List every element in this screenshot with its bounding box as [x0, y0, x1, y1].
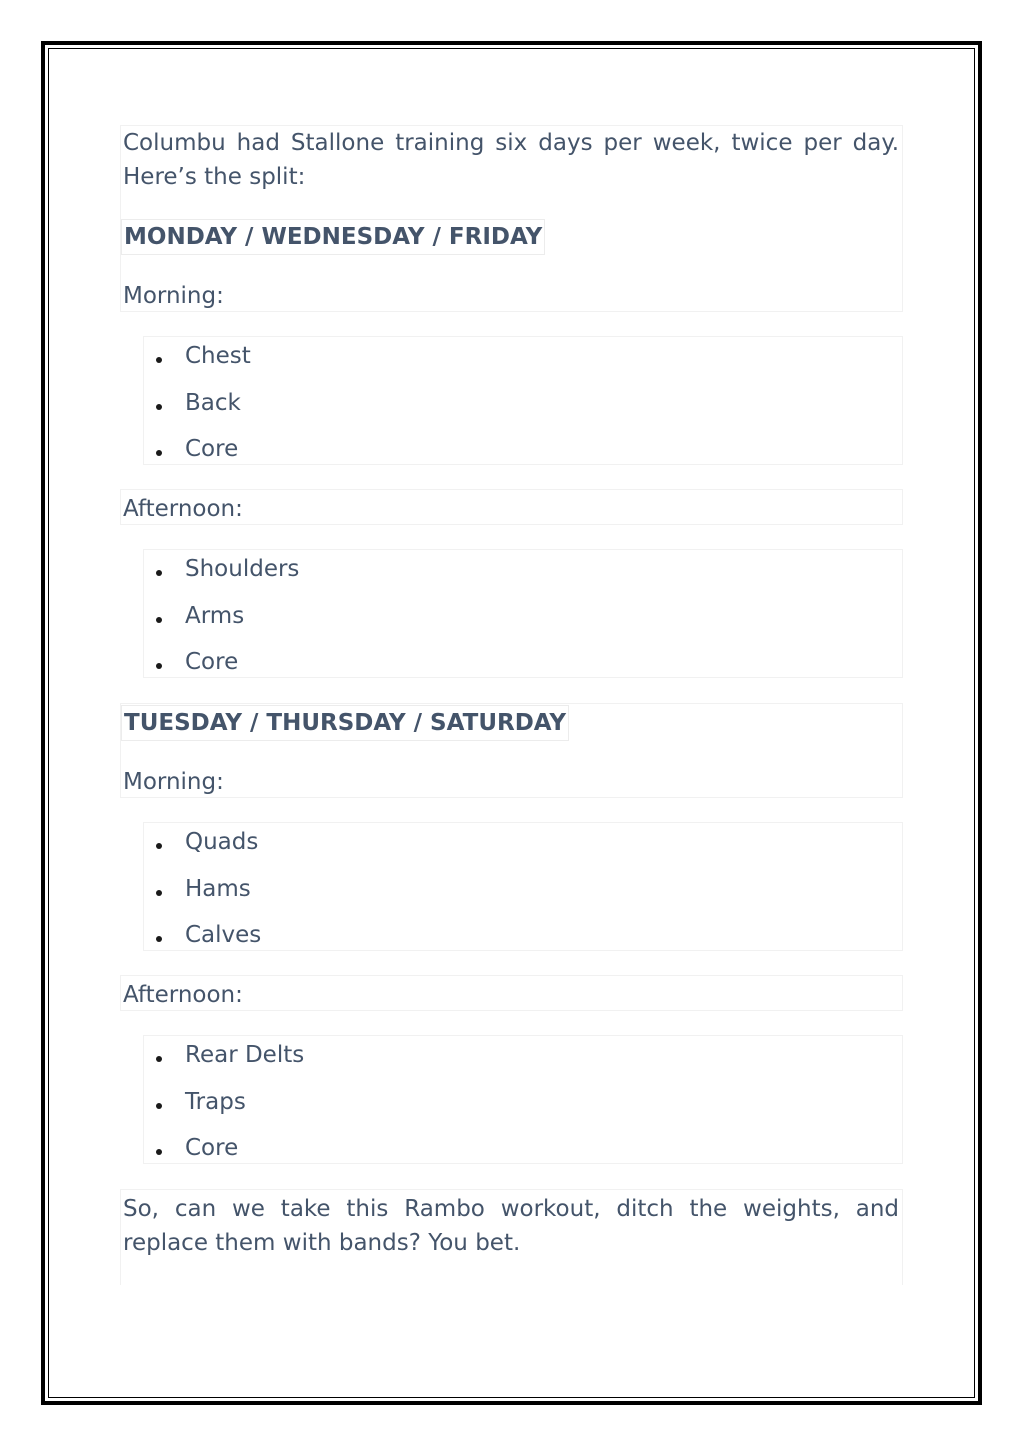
list-item-label: Core — [185, 1135, 239, 1161]
bullet-icon — [156, 404, 162, 410]
bullet-icon — [156, 357, 162, 363]
list-item-label: Hams — [185, 876, 251, 902]
bullet-icon — [156, 617, 162, 623]
bullet-icon — [156, 843, 162, 849]
section-1-heading: MONDAY / WEDNESDAY / FRIDAY — [121, 219, 545, 255]
bullet-icon — [156, 663, 162, 669]
section-1-morning-list — [143, 336, 903, 465]
list-item-label: Shoulders — [185, 556, 300, 582]
list-item-label: Back — [185, 390, 241, 416]
outro-paragraph: So, can we take this Rambo workout, ditch the weights, and replace them with bands? You bet. — [123, 1196, 899, 1256]
section-2-heading: TUESDAY / THURSDAY / SATURDAY — [121, 705, 569, 741]
intro-paragraph: Columbu had Stallone training six days per week, twice per day. Here’s the split: — [123, 130, 899, 190]
bullet-icon — [156, 890, 162, 896]
list-item-label: Core — [185, 649, 239, 675]
list-item-label: Rear Delts — [185, 1042, 305, 1068]
list-item-label: Calves — [185, 922, 262, 948]
bullet-icon — [156, 1103, 162, 1109]
section-2-morning-label: Morning: — [123, 769, 224, 795]
list-item-label: Core — [185, 436, 239, 462]
bullet-icon — [156, 450, 162, 456]
section-2-afternoon-label: Afternoon: — [123, 982, 243, 1008]
section-1-morning-label: Morning: — [123, 283, 224, 309]
list-item-label: Traps — [185, 1089, 246, 1115]
bullet-icon — [156, 1149, 162, 1155]
section-1-afternoon-label: Afternoon: — [123, 496, 243, 522]
bullet-icon — [156, 936, 162, 942]
bullet-icon — [156, 570, 162, 576]
list-item-label: Arms — [185, 603, 245, 629]
bullet-icon — [156, 1056, 162, 1062]
list-item-label: Quads — [185, 829, 259, 855]
list-item-label: Chest — [185, 343, 251, 369]
